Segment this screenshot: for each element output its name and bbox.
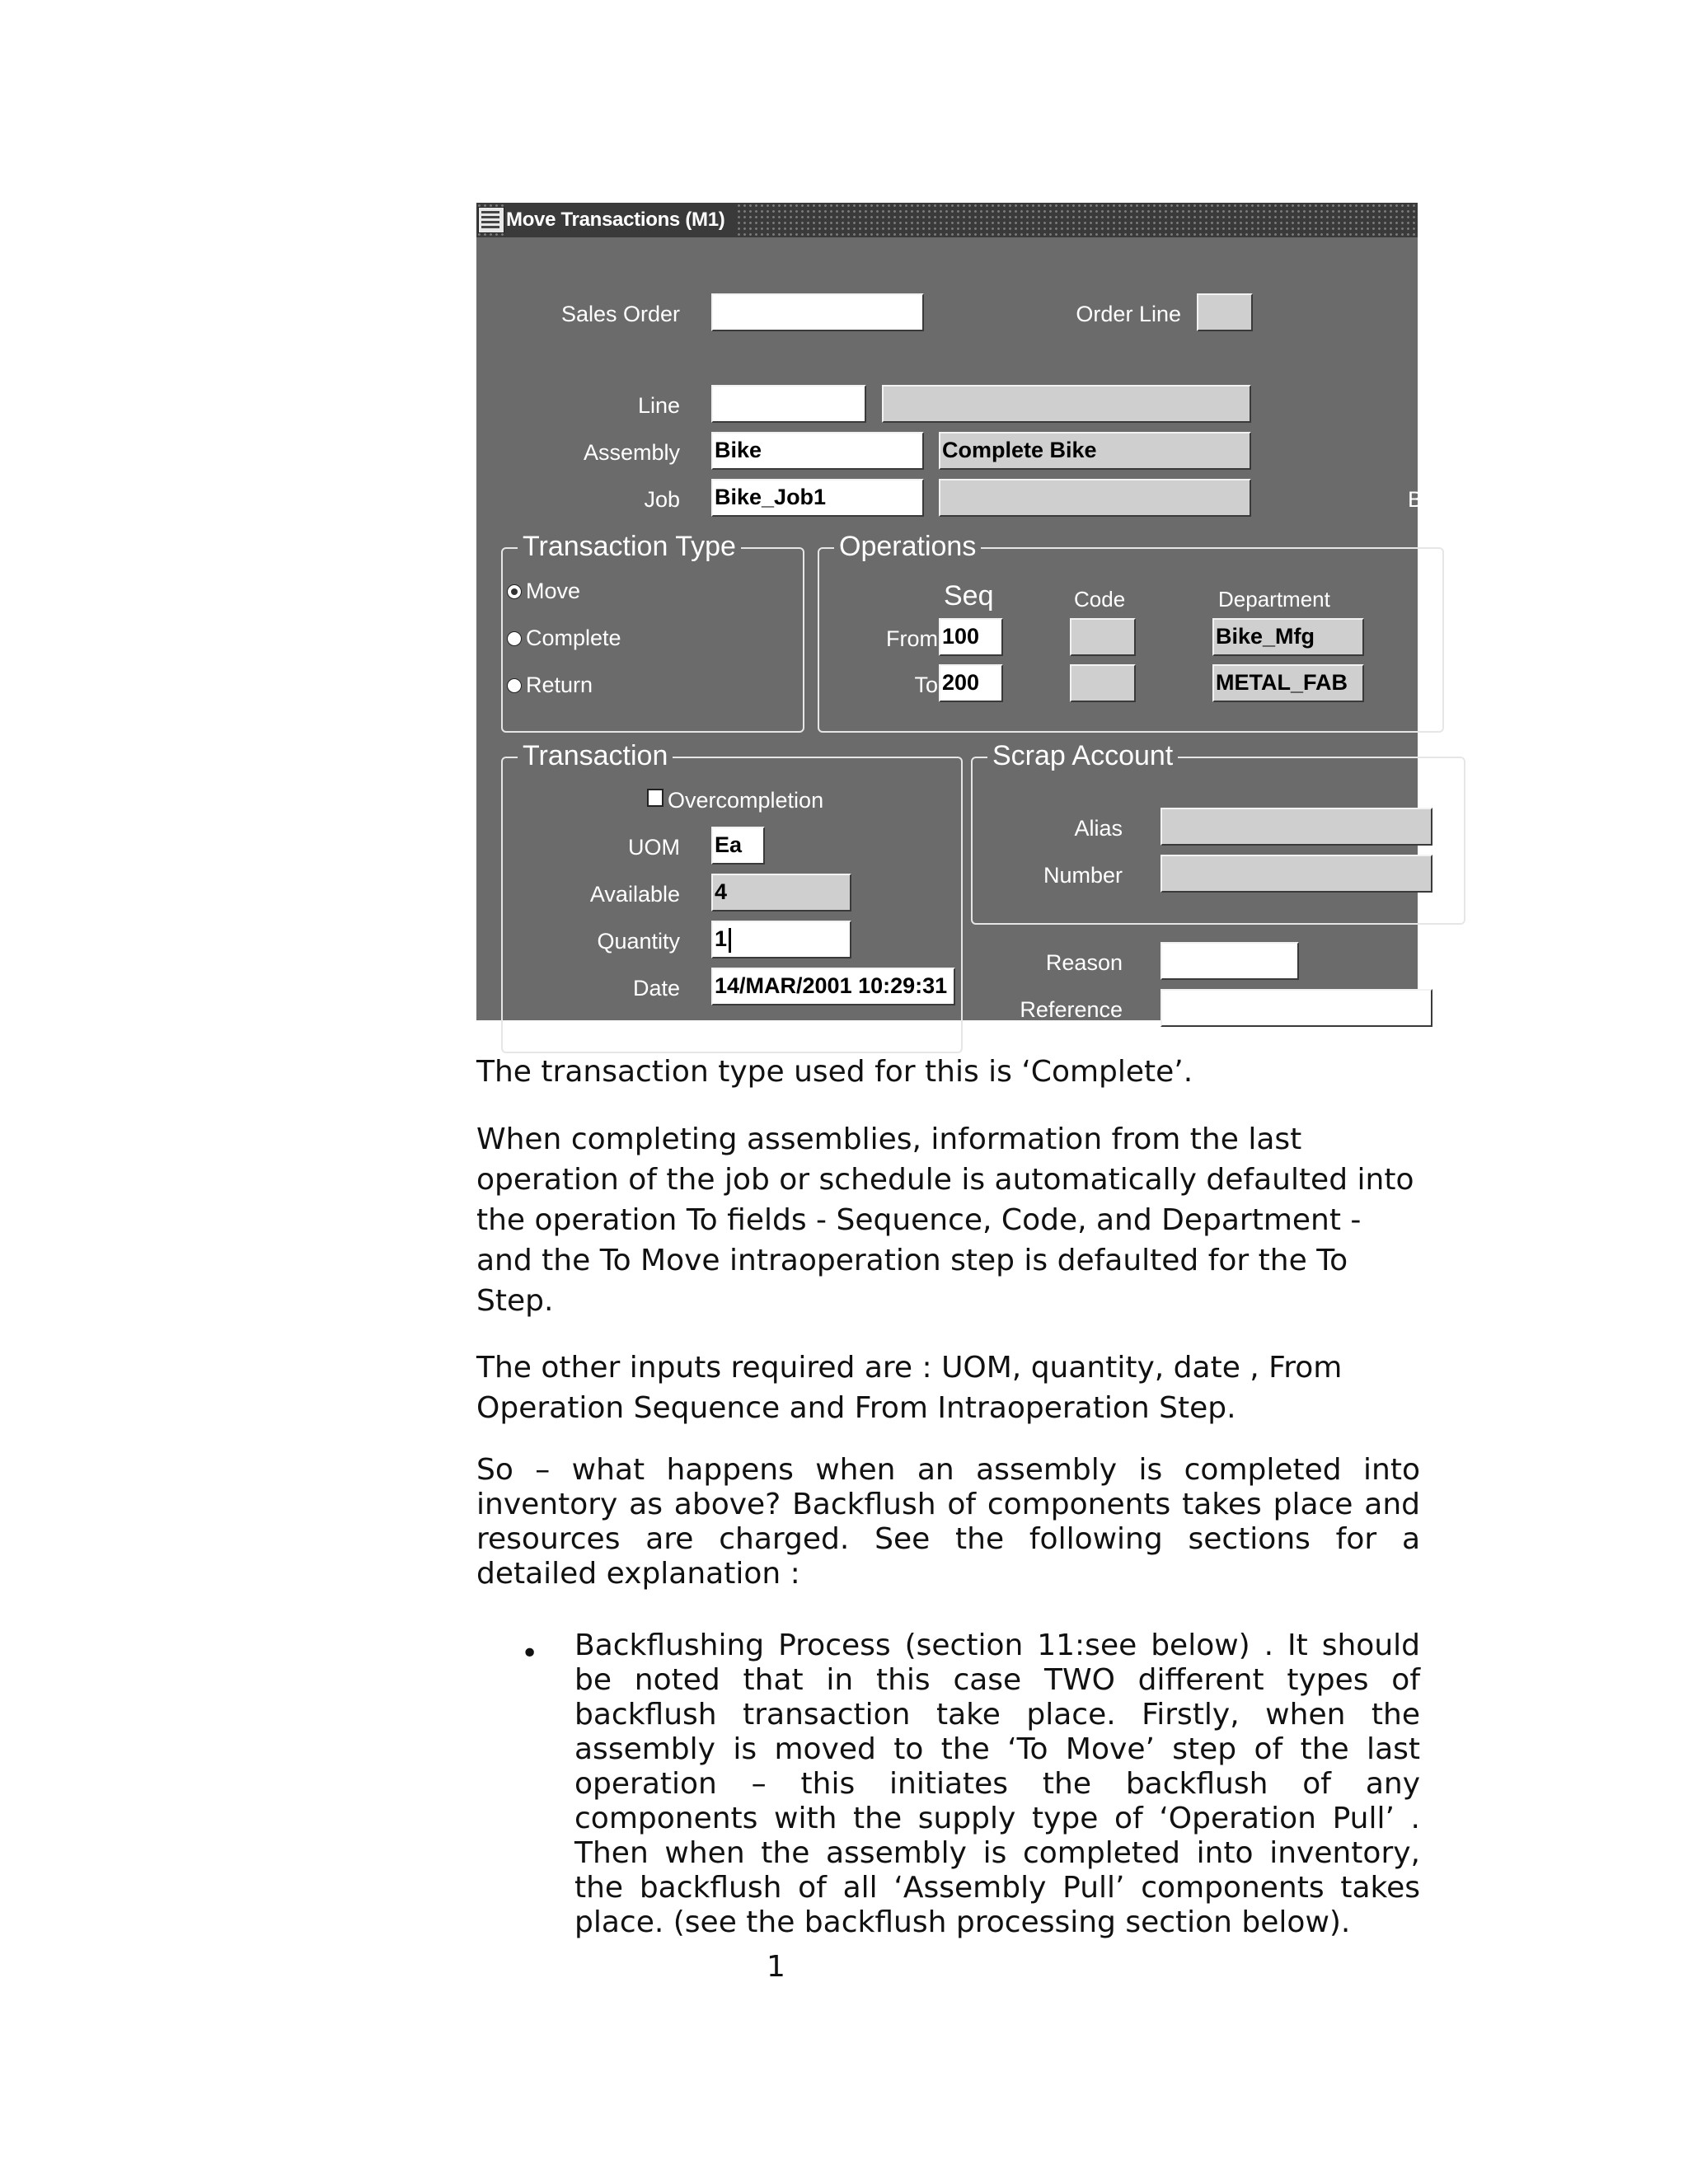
sales-order-label: Sales Order [560, 302, 680, 326]
paragraph-4: So – what happens when an assembly is completed into inventory as above? Backflush of components takes place and resources are charged. See the following sections for a detailed explanation : [476, 1453, 1420, 1591]
oracle-app-icon [478, 207, 504, 233]
paragraph-1: The transaction type used for this is ‘Complete’. [476, 1055, 1193, 1089]
text-caret [729, 928, 731, 953]
window-titlebar [476, 203, 1418, 237]
assembly-field[interactable]: Bike [711, 432, 924, 470]
quantity-label: Quantity [597, 929, 680, 954]
department-header: Department [1218, 587, 1330, 612]
operations-legend: Operations [834, 531, 981, 562]
to-department-field: METAL_FAB [1212, 664, 1364, 702]
job-description-field [939, 479, 1251, 517]
available-field: 4 [711, 874, 851, 912]
transaction-type-legend: Transaction Type [518, 531, 741, 562]
paragraph-2: When completing assemblies, information from the last operation of the job or schedule is automatically defaulted into the operation To fields - Sequence, Code, and Department - and the To Move intraoperation step is defaulted for the To Step. [476, 1122, 1414, 1318]
move-transactions-window [476, 203, 1423, 1022]
reference-label: Reference [1020, 997, 1123, 1022]
paragraph-3: The other inputs required are : UOM, quantity, date , From Operation Sequence and From Intraoperation Step. [476, 1351, 1343, 1425]
line-field[interactable] [711, 385, 866, 423]
code-header: Code [1074, 587, 1126, 612]
to-seq-field[interactable]: 200 [939, 664, 1003, 702]
move-radio[interactable] [507, 584, 522, 599]
assembly-label: Assembly [583, 440, 680, 465]
bullet-item: Backflushing Process (section 11:see below) . It should be noted that in this case TWO different types of backflush transaction take place. Firstly, when the assembly is moved to the ‘To Move’ step of the last operation – this initiates the backflush of any components with the supply type of ‘Operation Pull’ . Then when the assembly is completed into inventory, the backflush of all ‘Assembly Pull’ components takes place. (see the backflush processing section below). [574, 1629, 1420, 1939]
from-code-field[interactable] [1070, 618, 1136, 656]
line-description-field [882, 385, 1251, 423]
window-title: Move Transactions (M1) [504, 204, 736, 236]
number-field[interactable] [1160, 855, 1432, 893]
uom-label: UOM [628, 835, 680, 860]
order-line-label: Order Line [1076, 302, 1181, 326]
reason-label: Reason [1045, 950, 1123, 975]
uom-field[interactable]: Ea [711, 827, 765, 865]
available-label: Available [589, 882, 680, 907]
cut-off-label: B [1408, 487, 1423, 512]
return-radio-label[interactable]: Return [526, 673, 593, 697]
to-code-field[interactable] [1070, 664, 1136, 702]
quantity-value: 1 [715, 926, 728, 951]
bullet-marker: • [521, 1637, 539, 1671]
alias-field[interactable] [1160, 808, 1432, 846]
sales-order-field[interactable] [711, 293, 924, 331]
number-label: Number [1043, 863, 1123, 888]
assembly-description-field: Complete Bike [939, 432, 1251, 470]
page-number: 1 [767, 1950, 785, 1984]
move-radio-label[interactable]: Move [526, 579, 581, 603]
date-field[interactable]: 14/MAR/2001 10:29:31 [711, 968, 955, 1005]
to-label: To [914, 673, 938, 697]
reason-field[interactable] [1160, 942, 1299, 980]
quantity-field[interactable] [711, 921, 851, 958]
from-department-field: Bike_Mfg [1212, 618, 1364, 656]
return-radio[interactable] [507, 678, 522, 693]
complete-radio-label[interactable]: Complete [526, 626, 621, 650]
line-label: Line [637, 393, 680, 418]
overcompletion-checkbox[interactable] [647, 789, 663, 807]
alias-label: Alias [1074, 816, 1123, 841]
seq-header: Seq [944, 580, 994, 612]
complete-radio[interactable] [507, 631, 522, 646]
job-label: Job [644, 487, 680, 512]
transaction-legend: Transaction [518, 740, 673, 771]
date-label: Date [632, 976, 680, 1001]
scrap-account-legend: Scrap Account [987, 740, 1178, 771]
order-line-field[interactable] [1197, 293, 1253, 331]
from-seq-field[interactable]: 100 [939, 618, 1003, 656]
screenshot-crop-mask [1199, 992, 1422, 1025]
job-field[interactable]: Bike_Job1 [711, 479, 924, 517]
overcompletion-label[interactable]: Overcompletion [668, 788, 824, 813]
from-label: From [886, 626, 938, 651]
